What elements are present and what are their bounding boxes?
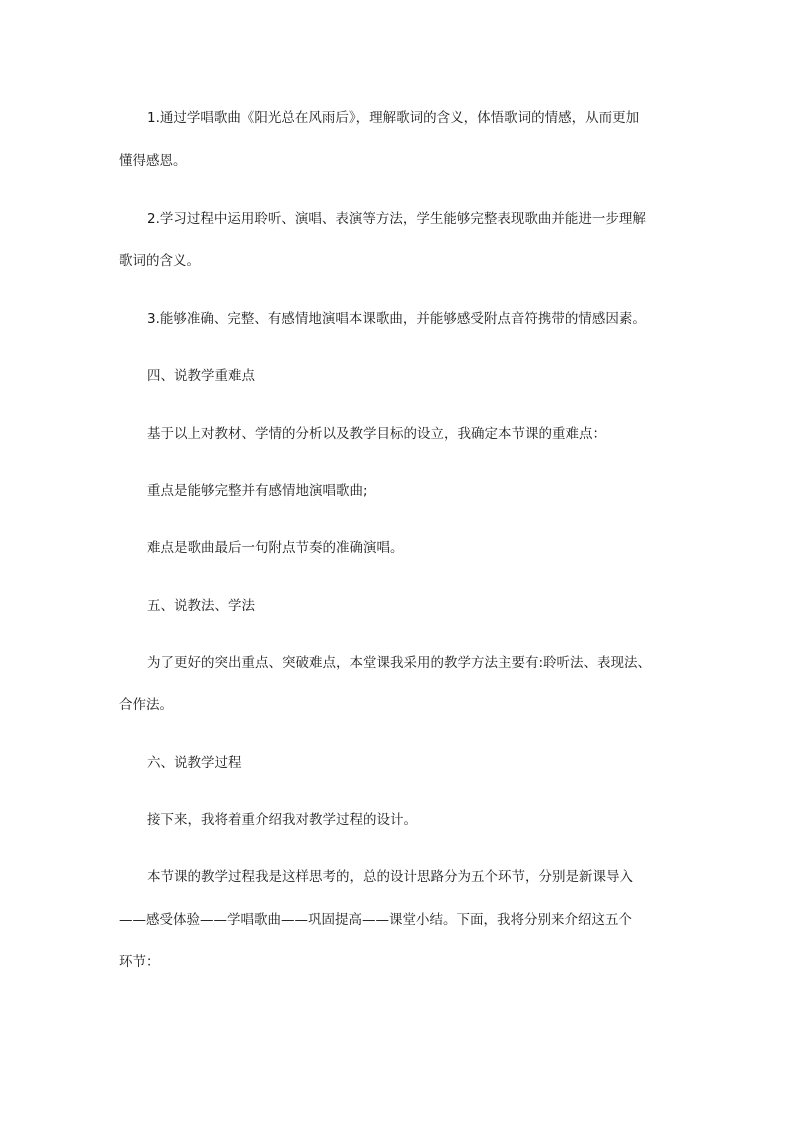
- process-line-1: 本节课的教学过程我是这样思考的，总的设计思路分为五个环节，分别是新课导入: [147, 869, 633, 885]
- objective-1-line-2: 懂得感恩。: [119, 153, 187, 169]
- objective-2-line-1: 2.学习过程中运用聆听、演唱、表演等方法，学生能够完整表现歌曲并能进一步理解: [147, 211, 646, 227]
- difficulties-intro: 基于以上对教材、学情的分析以及教学目标的设立，我确定本节课的重难点：: [147, 426, 606, 442]
- process-line-2: ——感受体验——学唱歌曲——巩固提高——课堂小结。下面，我将分别来介绍这五个: [119, 912, 632, 928]
- process-intro: 接下来，我将着重介绍我对教学过程的设计。: [147, 812, 417, 828]
- process-line-3: 环节：: [119, 954, 160, 970]
- section-heading-process: 六、说教学过程: [147, 755, 242, 771]
- methods-line-2: 合作法。: [119, 697, 173, 713]
- objective-1-line-1: 1.通过学唱歌曲《阳光总在风雨后》，理解歌词的含义，体悟歌词的情感，从而更加: [147, 110, 640, 126]
- methods-line-1: 为了更好的突出重点、突破难点，本堂课我采用的教学方法主要有:聆听法、表现法、: [147, 655, 652, 671]
- section-heading-methods: 五、说教法、学法: [147, 598, 255, 614]
- section-heading-difficulties: 四、说教学重难点: [147, 368, 255, 384]
- difficulty-line: 难点是歌曲最后一句附点节奏的准确演唱。: [147, 540, 404, 556]
- objective-3-line: 3.能够准确、完整、有感情地演唱本课歌曲，并能够感受附点音符携带的情感因素。: [147, 311, 646, 327]
- key-point-line: 重点是能够完整并有感情地演唱歌曲;: [147, 483, 368, 499]
- objective-2-line-2: 歌词的含义。: [119, 253, 200, 269]
